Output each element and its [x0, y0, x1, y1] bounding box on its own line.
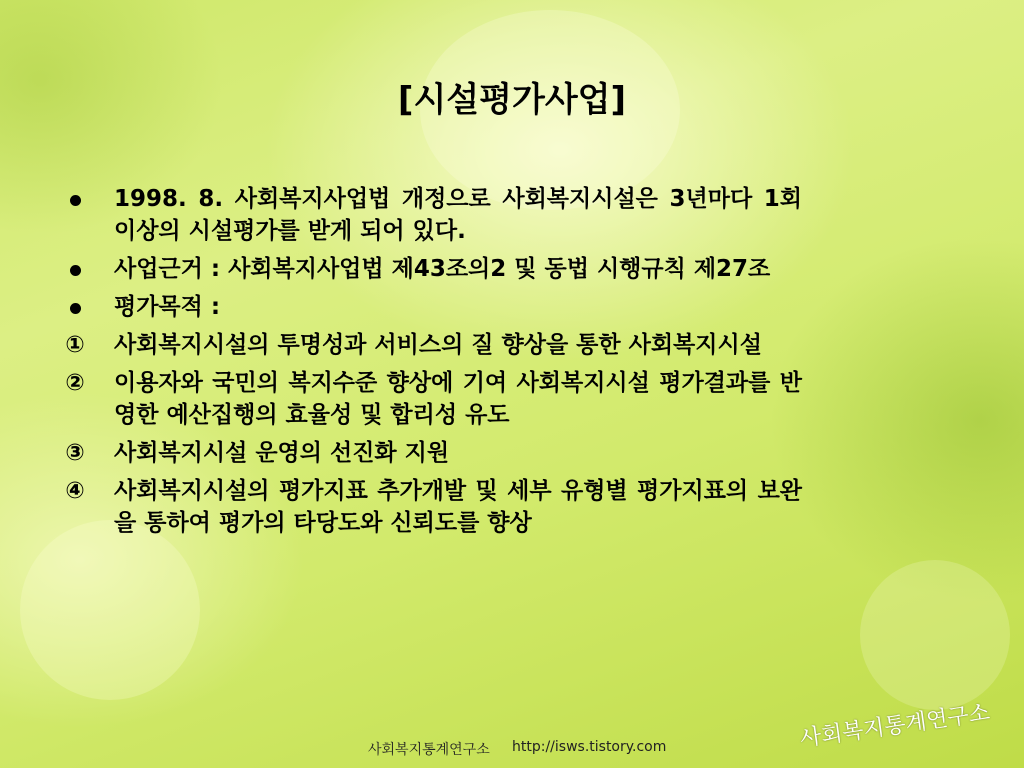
number-marker: ②	[65, 370, 85, 396]
background-bokeh	[20, 520, 200, 700]
list-item	[60, 253, 802, 285]
list-item-text: 사회복지시설의 투명성과 서비스의 질 향상을 통한 사회복지시설	[114, 332, 762, 358]
list-item-text: 사회복지시설의 평가지표 추가개발 및 세부 유형별 평가지표의 보완을 통하여 평가의 타당도와 신뢰도를 향상	[114, 478, 802, 536]
list-item-text: 1998. 8. 사회복지사업법 개정으로 사회복지시설은 3년마다 1회 이상의 시설평가를 받게 되어 있다.	[114, 186, 802, 244]
footer-org: 사회복지통계연구소	[368, 742, 490, 758]
list-item	[60, 437, 802, 469]
number-marker: ③	[65, 440, 85, 466]
bullet-marker	[60, 291, 90, 323]
list-item-text: 사회복지시설 운영의 선진화 지원	[114, 440, 450, 466]
list-item	[60, 367, 802, 431]
bullet-marker	[60, 183, 90, 215]
background-bokeh	[860, 560, 1010, 710]
slide-body	[60, 183, 802, 545]
list-item-text: 평가목적 :	[114, 294, 221, 320]
list-item	[60, 329, 802, 361]
number-marker: ④	[65, 478, 85, 504]
footer-url: http://isws.tistory.com	[512, 739, 667, 755]
number-marker: ①	[65, 332, 85, 358]
bullet-marker	[60, 253, 90, 285]
list-item	[60, 291, 802, 323]
slide-title: [시설평가사업]	[397, 80, 627, 120]
corner-logo: 사회복지통계연구소	[798, 700, 992, 752]
list-item-text: 이용자와 국민의 복지수준 향상에 기여 사회복지시설 평가결과를 반영한 예산집행의 효율성 및 합리성 유도	[114, 370, 802, 428]
list-item-text: 사업근거 : 사회복지사업법 제43조의2 및 동법 시행규칙 제27조	[114, 256, 771, 282]
list-item	[60, 183, 802, 247]
list-item	[60, 475, 802, 539]
